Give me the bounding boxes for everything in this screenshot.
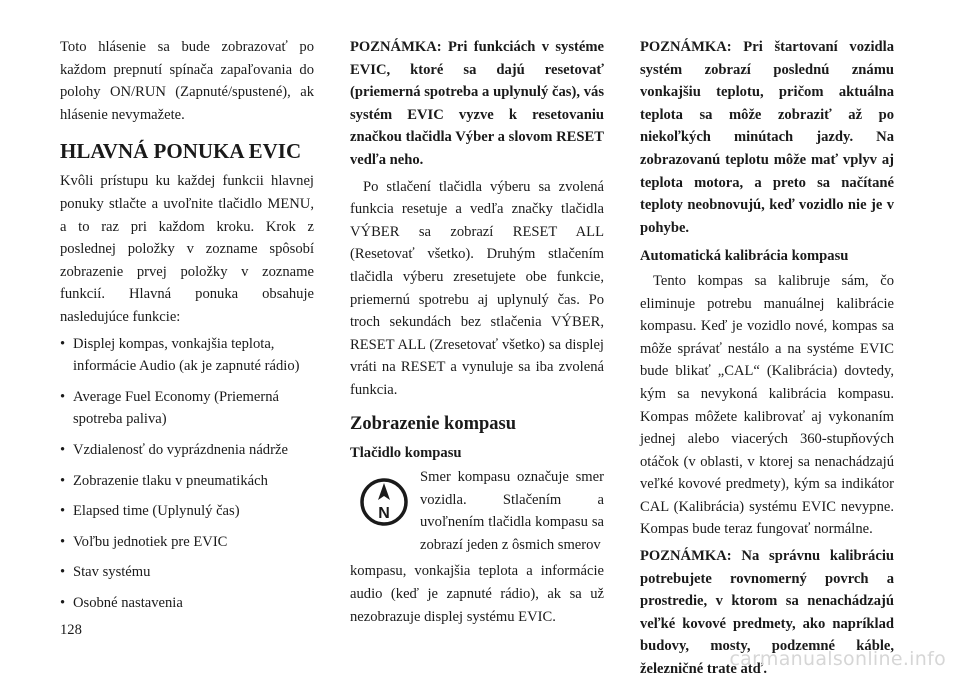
bullet: •	[60, 533, 66, 550]
list-item: • Average Fuel Economy (Priemerná spotreba paliva)	[60, 386, 314, 431]
list-item: • Zobrazenie tlaku v pneumatikách	[60, 470, 314, 493]
reset-paragraph: Po stlačení tlačidla výberu sa zvolená funkcia resetuje a vedľa značky tlačidla VÝBER sa zobrazí RESET ALL (Resetovať všetko). Druhým stlačením tlačidla výberu zresetujete obe funkcie, priemernú spotrebu aj uplynulý čas. Po troch sekundách bez stlačenia VÝBER, RESET ALL (Zresetovať všetko) sa displej vráti na RESET a vynuluje sa iba zvolená funkcia.	[350, 178, 604, 398]
bullet: •	[60, 335, 66, 352]
calibration-paragraph: Tento kompas sa kalibruje sám, čo eliminuje potrebu manuálnej kalibrácie kompasu. Keď je vozidlo nové, kompas sa môže správať nestálo a na systéme EVIC bude blikať „CAL“ (Kalibrácia) dovtedy, kým sa nevykoná kalibrácia kompasu. Kompas môžete kalibrovať aj vykonaním jednej alebo viacerých 360-stupňových otáčok (v oblasti, v ktorej sa nenachádzajú veľké kovové predmety), kým sa indikátor CAL (Kalibrácia) systému EVIC nevypne. Kompas bude teraz fungovať normálne.	[640, 272, 894, 538]
column-middle	[350, 36, 604, 632]
main-menu-heading: HLAVNÁ PONUKA EVIC	[60, 139, 302, 164]
list-item: • Vzdialenosť do vyprázdnenia nádrže	[60, 439, 314, 462]
list-item: • Elapsed time (Uplynulý čas)	[60, 500, 314, 523]
bullet: •	[60, 388, 66, 405]
bullet: •	[60, 594, 66, 611]
auto-calibration-subheading: Automatická kalibrácia kompasu	[640, 248, 849, 265]
temperature-note: POZNÁMKA: Pri štartovaní vozidla systém zobrazí poslednú známu vonkajšiu teplotu, pričom aktuálna teplota sa môže zobraziť až po niekoľkých minútach jazdy. Na zobrazovanú teplotu môže mať vplyv aj teplota motora, a preto sa načítané teploty neobnovujú, keď vozidlo nie je v pohybe.	[640, 39, 894, 236]
list-item: • Osobné nastavenia	[60, 592, 314, 615]
compass-paragraph: Smer kompasu označuje smer vozidla. Stlačením a uvoľnením tlačidla kompasu sa zobrazí jeden z ôsmich smerov	[420, 469, 604, 553]
bullet: •	[60, 564, 66, 581]
list-item: • Stav systému	[60, 561, 314, 584]
bullet: •	[60, 472, 66, 489]
column-right	[640, 36, 894, 685]
function-list	[60, 333, 314, 615]
bullet: •	[60, 441, 66, 458]
list-item: • Displej kompas, vonkajšia teplota, informácie Audio (ak je zapnuté rádio)	[60, 333, 314, 378]
watermark: carmanualsonline.info	[729, 648, 946, 670]
compass-icon	[356, 474, 412, 530]
reset-note: POZNÁMKA: Pri funkciách v systéme EVIC, ktoré sa dajú resetovať (priemerná spotreba a uplynulý čas), vás systém EVIC vyzve k resetovaniu značkou tlačidla Výber a slovom RESET vedľa neho.	[350, 39, 604, 168]
compass-display-heading: Zobrazenie kompasu	[350, 413, 517, 434]
intro-paragraph: Toto hlásenie sa bude zobrazovať po každom prepnutí spínača zapaľovania do polohy ON/RUN (Zapnuté/spustené), ak hlásenie nevymažete.	[60, 39, 314, 123]
page-number: 128	[60, 622, 82, 638]
compass-button-subheading: Tlačidlo kompasu	[350, 444, 462, 461]
column-left	[60, 36, 314, 622]
compass-section	[350, 466, 604, 628]
compass-letter: N	[378, 505, 390, 523]
bullet: •	[60, 503, 66, 520]
list-item: • Voľbu jednotiek pre EVIC	[60, 531, 314, 554]
main-menu-paragraph: Kvôli prístupu ku každej funkcii hlavnej ponuky stlačte a uvoľnite tlačidlo MENU, a to raz pri každom kroku. Krok z poslednej položky v zozname spôsobí zobrazenie prvej položky v zozname funkcií. Hlavná ponuka obsahuje nasledujúce funkcie:	[60, 173, 314, 325]
calibration-note: POZNÁMKA: Na správnu kalibráciu potrebujete rovnomerný povrch a prostredie, v ktorom sa nenachádzajú veľké kovové predmety, ako napríklad budovy, mosty, podzemné káble, železničné trate atď.	[640, 548, 894, 678]
compass-paragraph-continued: kompasu, vonkajšia teplota a informácie audio (keď je zapnuté rádio), ak sa už nezobrazuje displej systému EVIC.	[350, 563, 604, 625]
